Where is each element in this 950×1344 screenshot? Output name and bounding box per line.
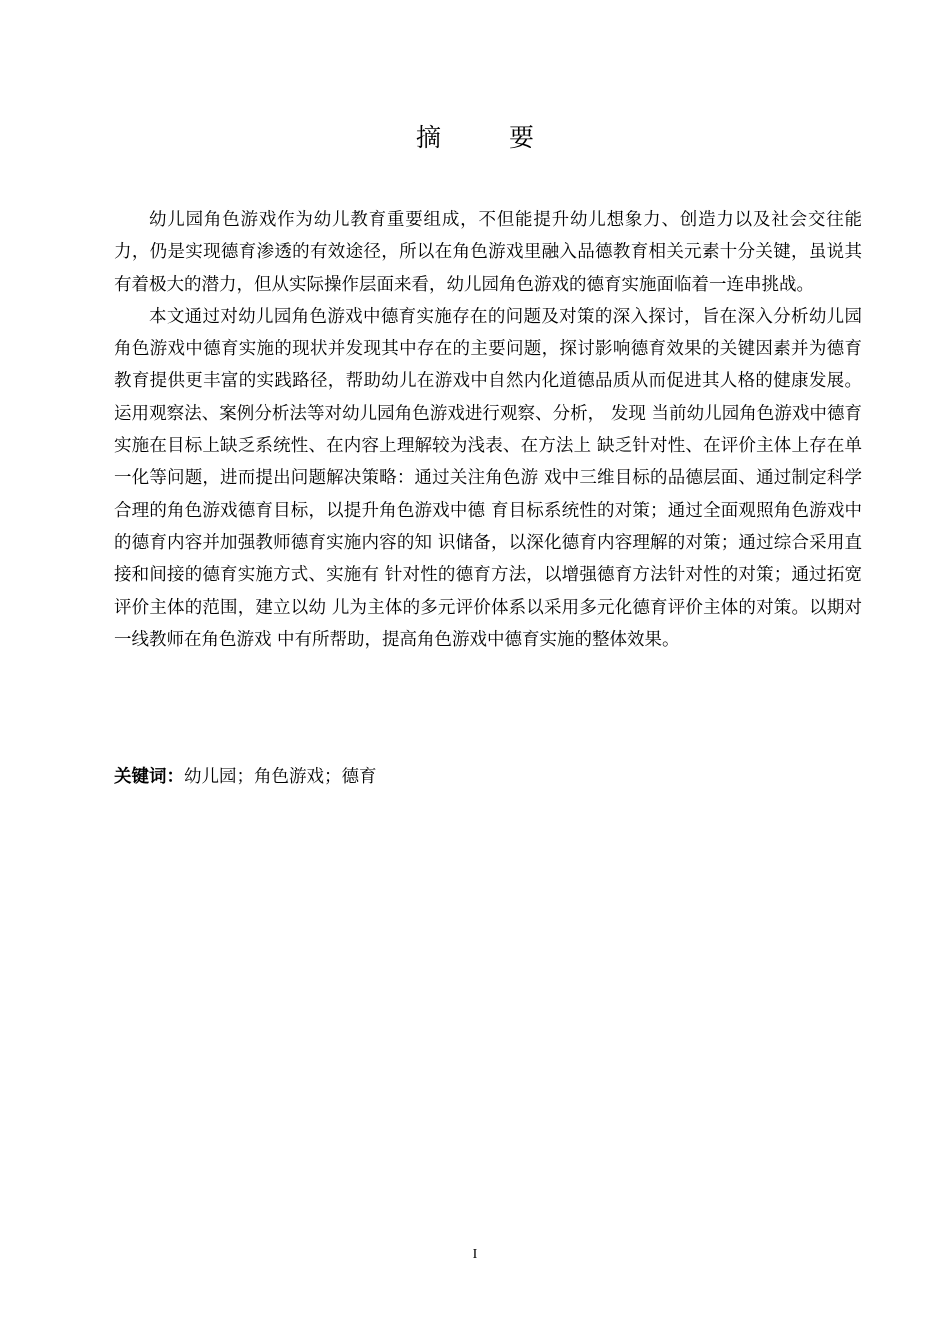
keywords-label: 关键词：	[114, 767, 184, 787]
keywords-text: 幼儿园；角色游戏；德育	[184, 767, 377, 787]
abstract-paragraph-1: 幼儿园角色游戏作为幼儿教育重要组成，不但能提升幼儿想象力、创造力以及社会交往能力，仍是实现德育渗透的有效途径，所以在角色游戏里融入品德教育相关元素十分关键，虽说其有着极大的潜力，但从实际操作层面来看，幼儿园角色游戏的德育实施面临着一连串挑战。	[114, 210, 862, 295]
abstract-title: 摘 要	[416, 123, 564, 152]
keywords-line	[114, 761, 377, 793]
abstract-body	[114, 204, 862, 656]
page-number: I	[472, 1247, 478, 1262]
abstract-paragraph-2: 本文通过对幼儿园角色游戏中德育实施存在的问题及对策的深入探讨，旨在深入分析幼儿园角色游戏中德育实施的现状并发现其中存在的主要问题，探讨影响德育效果的关键因素并为德育教育提供更丰富的实践路径，帮助幼儿在游戏中自然内化道德品质从而促进其人格的健康发展。运用观察法、案例分析法等对幼儿园角色游戏进行观察、分析， 发现 当前幼儿园角色游戏中德育实施在目标上缺乏系统性、在内容上理解较为浅表、在方法上 缺乏针对性、在评价主体上存在单一化等问题，进而提出问题解决策略：通过关注角色游 戏中三维目标的品德层面、通过制定科学合理的角色游戏德育目标，以提升角色游戏中德 育目标系统性的对策；通过全面观照角色游戏中的德育内容并加强教师德育实施内容的知 识储备，以深化德育内容理解的对策；通过综合采用直接和间接的德育实施方式、实施有 针对性的德育方法，以增强德育方法针对性的对策；通过拓宽评价主体的范围，建立以幼 儿为主体的多元评价体系以采用多元化德育评价主体的对策。以期对一线教师在角色游戏 中有所帮助，提高角色游戏中德育实施的整体效果。	[114, 306, 862, 650]
